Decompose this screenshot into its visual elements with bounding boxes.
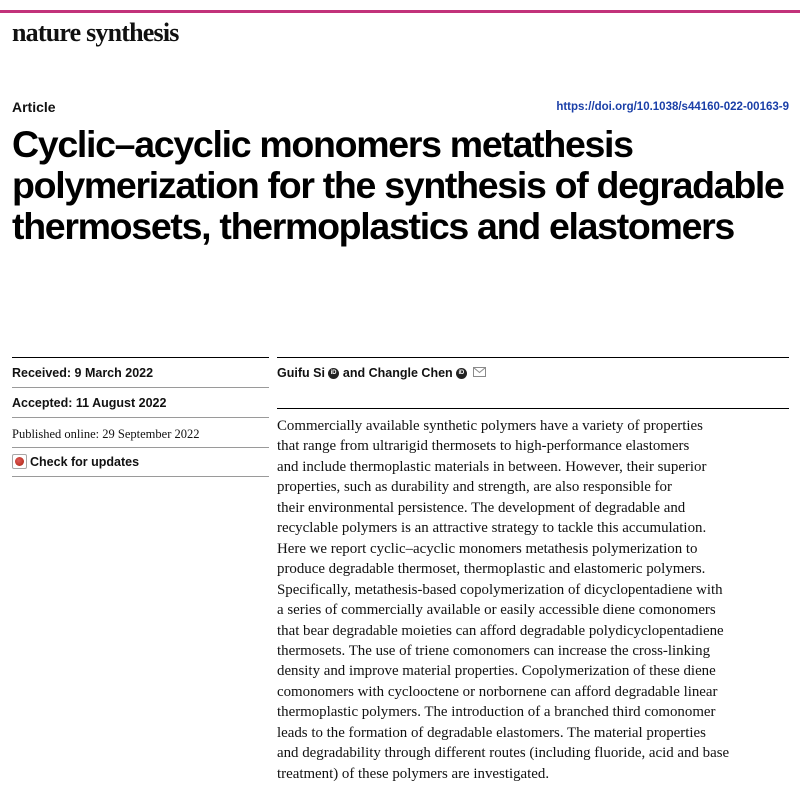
orcid-icon[interactable]: iD <box>328 368 339 379</box>
meta-divider <box>12 387 269 388</box>
author-conjunction: and <box>342 366 366 380</box>
abstract-line: comonomers with cyclooctene or norbornene can afford degradable linear <box>277 683 718 700</box>
abstract-line: properties, such as durability and strength, are also responsible for <box>277 479 672 496</box>
accepted-date: Accepted: 11 August 2022 <box>12 396 167 410</box>
meta-divider <box>12 447 269 448</box>
abstract-line: their environmental persistence. The development of degradable and <box>277 499 686 516</box>
abstract-line: thermosets. The use of triene comonomers can increase the cross-linking <box>277 642 711 659</box>
check-updates-icon <box>12 454 27 469</box>
abstract-line: thermoplastic polymers. The introduction of a branched third comonomer <box>277 704 716 721</box>
doi-link[interactable]: https://doi.org/10.1038/s44160-022-00163-9 <box>556 101 789 113</box>
abstract-line: that bear degradable moieties can afford degradable polydicyclopentadiene <box>277 622 724 639</box>
authors-top-rule <box>277 357 789 358</box>
author-name[interactable]: Changle Chen <box>368 366 453 380</box>
author-list <box>277 366 486 380</box>
journal-logo: nature synthesis <box>12 18 179 47</box>
abstract-line: and include thermoplastic materials in between. However, their superior <box>277 458 707 475</box>
abstract-line: recyclable polymers is an attractive strategy to tackle this accumulation. <box>277 520 707 537</box>
abstract-line: Specifically, metathesis-based copolymerization of dicyclopentadiene with <box>277 581 723 598</box>
meta-divider <box>12 476 269 477</box>
abstract-line: leads to the formation of degradable elastomers. The material properties <box>277 724 706 741</box>
meta-divider <box>12 417 269 418</box>
abstract-line: density and improve material properties. Copolymerization of these diene <box>277 663 716 680</box>
orcid-icon[interactable]: iD <box>456 368 467 379</box>
abstract-line: Commercially available synthetic polymers have a variety of properties <box>277 418 703 434</box>
abstract-line: Here we report cyclic–acyclic monomers metathesis polymerization to <box>277 540 698 557</box>
abstract-line: that range from ultrarigid thermosets to high-performance elastomers <box>277 438 690 455</box>
email-icon[interactable] <box>473 366 486 380</box>
article-type-label: Article <box>12 99 56 115</box>
received-date: Received: 9 March 2022 <box>12 366 154 380</box>
header-accent-rule <box>0 10 800 13</box>
author-name[interactable]: Guifu Si <box>277 366 325 380</box>
published-date: Published online: 29 September 2022 <box>12 427 200 441</box>
meta-top-rule <box>12 357 269 358</box>
check-updates-label: Check for updates <box>30 454 140 469</box>
abstract-line: treatment) of these polymers are investigated. <box>277 765 550 782</box>
abstract-top-rule <box>277 408 789 409</box>
check-for-updates-button[interactable] <box>12 454 139 469</box>
abstract-line: produce degradable thermoset, thermoplastic and elastomeric polymers. <box>277 561 706 578</box>
abstract-line: a series of commercially available or easily accessible diene comonomers <box>277 602 716 619</box>
abstract-line: and degradability through different routes (including fluoride, acid and base <box>277 745 730 762</box>
article-title: Cyclic–acyclic monomers metathesis polymerization for the synthesis of degradable thermosets, thermoplastics and elastomers <box>12 123 784 247</box>
abstract-text <box>277 416 797 784</box>
